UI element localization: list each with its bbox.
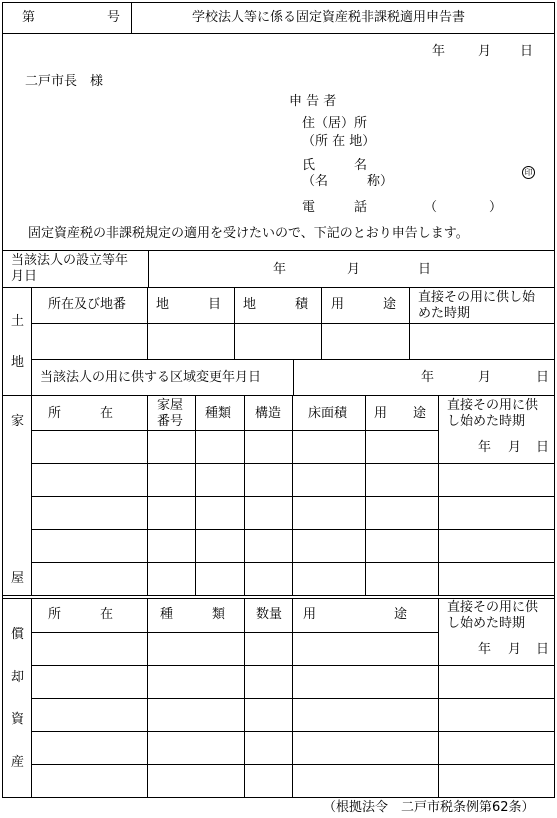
date-day: 日 [520,44,534,59]
establish-label-2: 月日 [11,269,38,284]
applicant-phone-paren: （ ） [424,200,503,215]
asset-side-label-4: 産 [11,755,25,770]
establish-year: 年 [273,262,287,277]
seal-icon: 印 [522,166,535,179]
house-start-month: 月 [508,440,522,455]
house-col-kind: 種類 [205,406,232,421]
asset-start-year: 年 [478,642,492,657]
asset-start-month: 月 [508,642,522,657]
land-side-label-1: 土 [11,314,25,329]
land-side-label-2: 地 [11,355,25,370]
zone-day: 日 [536,370,550,385]
asset-side-label-3: 資 [11,712,25,727]
house-col-floor: 床面積 [308,406,348,421]
house-col-start-1: 直接その用に供 [447,398,539,413]
asset-side-label-2: 却 [11,670,25,685]
addressee: 二戸市長 様 [25,74,104,89]
asset-col-location: 所 在 [48,607,114,622]
asset-col-start-2: し始めた時期 [447,616,526,631]
legal-basis-footer: （根拠法令 二戸市税条例第62条） [323,800,535,815]
asset-col-start-1: 直接その用に供 [447,600,539,615]
zone-month: 月 [478,370,492,385]
applicant-address-label: 住（居）所 [302,116,368,131]
zone-change-label: 当該法人の用に供する区域変更年月日 [40,370,262,385]
land-col-use: 用 途 [331,297,397,312]
house-col-location: 所 在 [48,406,114,421]
house-side-label-1: 家 [11,414,25,429]
house-col-number-2: 番号 [157,414,184,429]
establish-label-1: 当該法人の設立等年 [11,253,129,268]
number-label: 第 [22,10,36,25]
asset-col-qty: 数量 [256,607,283,622]
house-col-start-2: し始めた時期 [447,414,526,429]
land-col-location: 所在及び地番 [48,297,127,312]
applicant-name-label: 氏 名 [302,158,368,173]
house-start-year: 年 [478,440,492,455]
date-year: 年 [432,44,446,59]
asset-start-day: 日 [536,642,550,657]
house-col-structure: 構造 [255,406,282,421]
applicant-name-alt-label: （名 称） [302,174,394,189]
applicant-heading: 申 告 者 [289,94,337,109]
form-title: 学校法人等に係る固定資産税非課税適用申告書 [192,10,466,25]
zone-year: 年 [421,370,435,385]
asset-col-kind: 種 類 [160,607,226,622]
house-col-number-1: 家屋 [157,398,184,413]
land-col-area: 地 積 [243,297,309,312]
number-suffix: 号 [107,10,121,25]
land-col-start-2: めた時期 [418,306,471,321]
asset-side-label-1: 償 [11,627,25,642]
house-col-use: 用 途 [374,406,427,421]
house-start-day: 日 [536,440,550,455]
applicant-location-label: （所 在 地） [302,134,376,149]
establish-day: 日 [418,262,432,277]
land-col-category: 地 目 [156,297,222,312]
date-month: 月 [478,44,492,59]
establish-month: 月 [347,262,361,277]
applicant-phone-label: 電 話 [302,200,368,215]
statement: 固定資産税の非課税規定の適用を受けたいので、下記のとおり申告します。 [28,226,469,241]
land-col-start-1: 直接その用に供し始 [418,290,536,305]
house-side-label-2: 屋 [11,571,25,586]
asset-col-use: 用 途 [303,607,408,622]
